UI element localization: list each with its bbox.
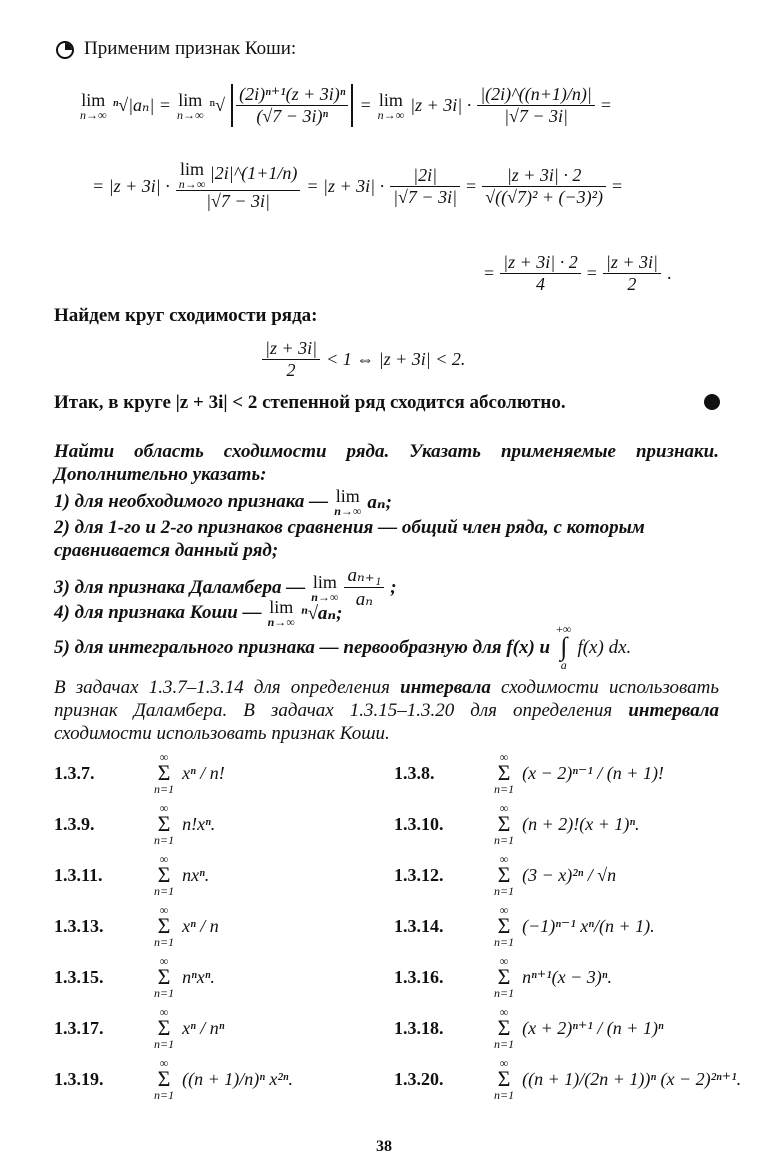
problem-item xyxy=(394,905,655,949)
problem-expression: (−1)ⁿ⁻¹ xⁿ/(n + 1). xyxy=(522,916,655,937)
problem-number: 1.3.19. xyxy=(54,1069,104,1090)
problem-expression: n!xⁿ. xyxy=(182,814,216,835)
problem-number: 1.3.17. xyxy=(54,1018,104,1039)
sum-sign-icon: ∞ Σ n=1 xyxy=(494,801,515,848)
task-item-1: 1) для необходимого признака — lim n→∞ aₙ; xyxy=(54,486,392,518)
sum-sign-icon: ∞ Σ n=1 xyxy=(494,852,515,899)
end-of-solution-dot-icon xyxy=(704,394,720,410)
problem-number: 1.3.8. xyxy=(394,763,435,784)
task-item-2: 2) для 1-го и 2-го признаков сравнения — общий член ряда, с которым сравнивается данный ряд; xyxy=(54,517,645,561)
problem-expression: nⁿxⁿ. xyxy=(182,967,215,988)
sum-sign-icon: ∞ Σ n=1 xyxy=(494,1005,515,1052)
open-circle-bullet-icon xyxy=(56,41,74,59)
equation-line-3: = $\frac{|z + 3i| \cdot 2}{4}$ = $\frac{|z + 3i|}{2}$ . xyxy=(484,252,672,294)
circle-inequality: < 1 ⇔ |z + 3i| < 2. xyxy=(326,349,466,369)
problem-number: 1.3.14. xyxy=(394,916,444,937)
task-item-5: 5) для интегрального признака — первообразную для f(x) и +∞ ∫ a f(x) dx. xyxy=(54,622,632,673)
problem-item xyxy=(394,956,612,1000)
equation-line-2: = |z + 3i| · lim n→∞ |2i|^(1+1/n) |√7 − 3i| = |z + 3i| · $\frac{|2i|}{|√7 - 3i|}$ = $\frac{|z + 3i| \cdot 2}{\text{√((√7)² + (−3)²)}}$ = xyxy=(92,159,623,211)
problem-expression: xⁿ / n xyxy=(182,916,219,937)
sum-sign-icon: ∞ Σ n=1 xyxy=(154,903,175,950)
eq3-fraction-2: $\frac{|z + 3i|}{2}$ xyxy=(603,252,661,295)
eq2-fraction-3: $\frac{|z + 3i| \cdot 2}{\text{√((√7)² + (−3)²)}}$ xyxy=(482,165,606,208)
task-item-3: 3) для признака Даламбера — lim n→∞ $\frac{\text{aₙ₊₁}}{\text{aₙ}}$ ; xyxy=(54,565,397,610)
problem-item xyxy=(54,1058,293,1102)
problem-expression: (n + 2)!(x + 1)ⁿ. xyxy=(522,814,640,835)
sum-sign-icon: ∞ Σ n=1 xyxy=(154,852,175,899)
problem-item xyxy=(54,956,215,1000)
problem-expression: (3 − x)²ⁿ / √n xyxy=(522,865,617,886)
equation-line-1: lim n→∞ ⁿ√|aₙ| = lim n→∞ ⁿ√ $\frac{\text{(2i)ⁿ⁺¹(z + 3i)ⁿ}}{\text{(√7 − 3i)ⁿ}}$ = lim n→∞ |z + 3i| · $\frac{|(2i)\^{}((n+1)/n)|}{|√7 - 3i|}$ = xyxy=(80,84,611,126)
problem-item xyxy=(394,752,664,796)
sum-sign-icon: ∞ Σ n=1 xyxy=(494,1056,515,1103)
problem-number: 1.3.15. xyxy=(54,967,104,988)
limit-operator: lim n→∞ xyxy=(80,89,107,122)
problem-expression: xⁿ / nⁿ xyxy=(182,1018,225,1039)
problem-expression: nⁿ⁺¹(x − 3)ⁿ. xyxy=(522,967,612,988)
eq3-fraction-1: $\frac{|z + 3i| \cdot 2}{4}$ xyxy=(500,252,581,295)
problem-number: 1.3.11. xyxy=(54,865,103,886)
note-paragraph: В задачах 1.3.7–1.3.14 для определения интервала сходимости использовать признак Даламбера. В задачах 1.3.15–1.3.20 для определения интервала сходимости использовать признак Коши. xyxy=(54,677,720,744)
sum-sign-icon: ∞ Σ n=1 xyxy=(494,903,515,950)
sum-sign-icon: ∞ Σ n=1 xyxy=(154,1056,175,1103)
circle-equation xyxy=(262,338,465,381)
problem-expression: ((n + 1)/(2n + 1))ⁿ (x − 2)²ⁿ⁺¹. xyxy=(522,1069,742,1090)
problem-number: 1.3.12. xyxy=(394,865,444,886)
eq1-term-c: |z + 3i| · xyxy=(410,95,472,115)
limit-operator: lim n→∞ xyxy=(176,89,204,122)
problem-number: 1.3.9. xyxy=(54,814,95,835)
problem-item xyxy=(394,1007,664,1051)
eq1-term-a: ⁿ√|aₙ| = xyxy=(112,95,171,115)
sum-sign-icon: ∞ Σ n=1 xyxy=(494,750,515,797)
problem-number: 1.3.7. xyxy=(54,763,95,784)
eq2-term-a: = |z + 3i| · xyxy=(92,175,170,196)
problem-item xyxy=(394,1058,741,1102)
problem-number: 1.3.16. xyxy=(394,967,444,988)
problem-expression: (x + 2)ⁿ⁺¹ / (n + 1)ⁿ xyxy=(522,1018,664,1039)
sum-sign-icon: ∞ Σ n=1 xyxy=(154,750,175,797)
sum-sign-icon: ∞ Σ n=1 xyxy=(154,954,175,1001)
problem-item xyxy=(54,752,225,796)
sum-sign-icon: ∞ Σ n=1 xyxy=(154,1005,175,1052)
problem-expression: xⁿ / n! xyxy=(182,763,225,784)
problem-item xyxy=(54,854,209,898)
problem-number: 1.3.13. xyxy=(54,916,104,937)
integral-sign: +∞ ∫ a xyxy=(556,622,572,673)
task-intro: Найти область сходимости ряда. Указать применяемые признаки. Дополнительно указать: xyxy=(54,441,719,485)
limit-operator: lim n→∞ xyxy=(377,89,405,122)
eq1-fraction-1: $\frac{\text{(2i)ⁿ⁺¹(z + 3i)ⁿ}}{\text{(√7 − 3i)ⁿ}}$ xyxy=(231,84,353,127)
conclusion-text: Итак, в круге |z + 3i| < 2 степенной ряд сходится абсолютно. xyxy=(54,392,566,413)
problem-expression: nxⁿ. xyxy=(182,865,210,886)
intro-text: Применим признак Коши: xyxy=(84,38,297,59)
problem-number: 1.3.10. xyxy=(394,814,444,835)
page-number: 38 xyxy=(376,1138,392,1155)
problem-expression: ((n + 1)/n)ⁿ x²ⁿ. xyxy=(182,1069,293,1090)
problem-expression: (x − 2)ⁿ⁻¹ / (n + 1)! xyxy=(522,763,664,784)
circle-heading: Найдем круг сходимости ряда: xyxy=(54,305,318,326)
eq1-fraction-2: $\frac{|(2i)\^{}((n+1)/n)|}{|√7 - 3i|}$ xyxy=(477,84,595,127)
eq1-equals: = xyxy=(359,95,372,115)
eq2-fraction-1: lim n→∞ |2i|^(1+1/n) |√7 − 3i| xyxy=(176,160,301,212)
eq2-term-b: = |z + 3i| · xyxy=(306,175,385,196)
task-item-4: 4) для признака Коши — lim n→∞ ⁿ√aₙ; xyxy=(54,597,343,629)
sum-sign-icon: ∞ Σ n=1 xyxy=(494,954,515,1001)
problem-item xyxy=(54,1007,224,1051)
eq2-fraction-2: $\frac{|2i|}{|√7 - 3i|}$ xyxy=(390,165,460,208)
sum-sign-icon: ∞ Σ n=1 xyxy=(154,801,175,848)
problem-number: 1.3.20. xyxy=(394,1069,444,1090)
problem-number: 1.3.18. xyxy=(394,1018,444,1039)
problem-item xyxy=(394,854,616,898)
circle-fraction: $\frac{|z + 3i|}{2}$ xyxy=(262,338,320,381)
problem-item xyxy=(394,803,640,847)
problem-item xyxy=(54,803,215,847)
problem-item xyxy=(54,905,219,949)
